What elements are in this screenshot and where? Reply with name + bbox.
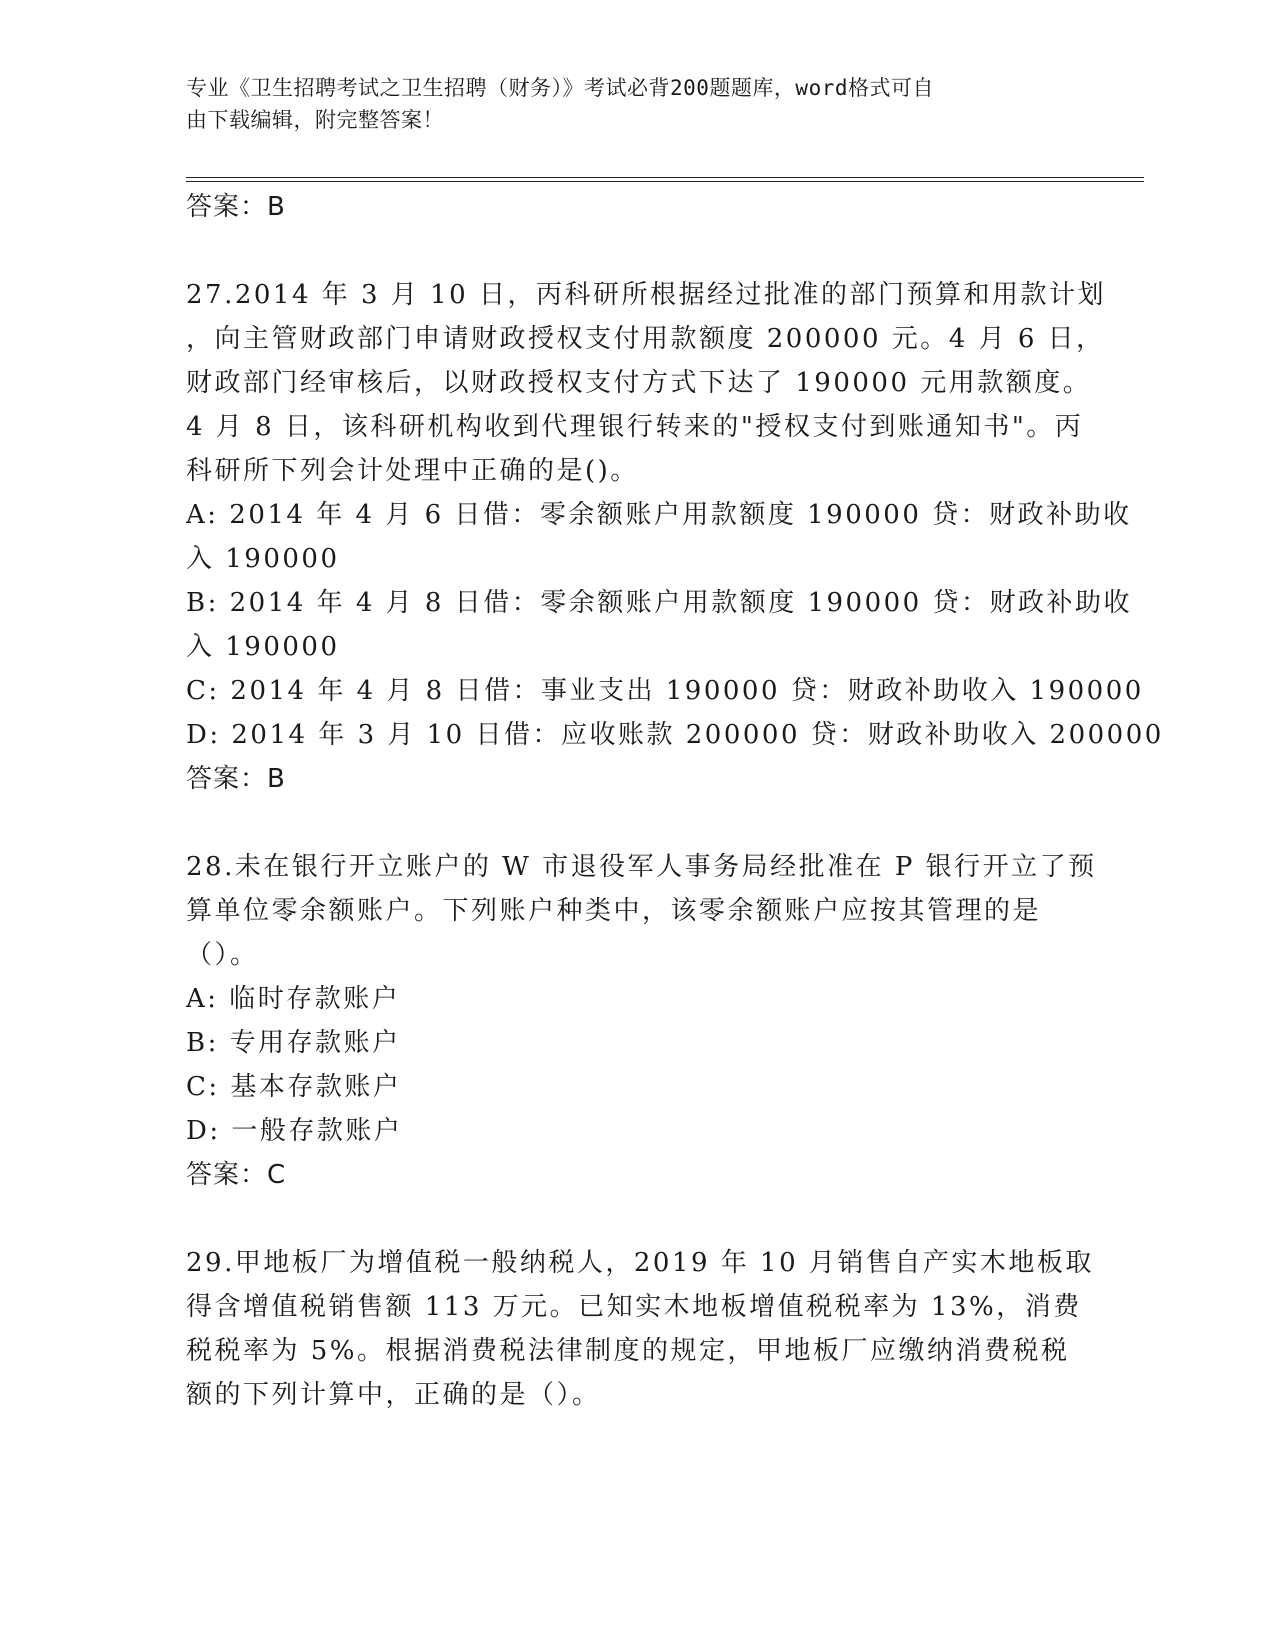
- question-text-line: 4 月 8 日，该科研机构收到代理银行转来的"授权支付到账通知书"。丙: [186, 412, 1084, 442]
- question-text-line: 得含增值税销售额 113 万元。已知实木地板增值税税率为 13%，消费: [186, 1292, 1082, 1322]
- question-text-line: ，向主管财政部门申请财政授权支付用款额度 200000 元。4 月 6 日，: [186, 324, 1105, 354]
- question-text-line: 财政部门经审核后，以财政授权支付方式下达了 190000 元用款额度。: [186, 368, 1092, 398]
- header-line-2: 由下载编辑，附完整答案！: [186, 108, 444, 132]
- option-b-cont: 入 190000: [186, 632, 340, 662]
- page-header: [186, 72, 1066, 136]
- question-text-line: 税税率为 5%。根据消费税法律制度的规定，甲地板厂应缴纳消费税税: [186, 1336, 1070, 1366]
- header-divider-top: [186, 177, 1144, 178]
- option-c: C: 基本存款账户: [186, 1072, 402, 1102]
- option-a: A: 临时存款账户: [186, 984, 401, 1014]
- header-divider-bottom: [186, 181, 1144, 182]
- option-a: A: 2014 年 4 月 6 日借：零余额账户用款额度 190000 贷：财政补助收: [186, 500, 1132, 530]
- option-b: B: 专用存款账户: [186, 1028, 401, 1058]
- option-c: C: 2014 年 4 月 8 日借：事业支出 190000 贷：财政补助收入 190000: [186, 676, 1144, 706]
- question-text-line: 28.未在银行开立账户的 W 市退役军人事务局经批准在 P 银行开立了预: [186, 852, 1097, 882]
- option-a-cont: 入 190000: [186, 544, 340, 574]
- option-d: D: 一般存款账户: [186, 1116, 403, 1146]
- question-text-line: （）。: [186, 940, 259, 970]
- question-text-line: 额的下列计算中，正确的是（）。: [186, 1380, 601, 1410]
- answer-28: 答案：C: [186, 1160, 287, 1190]
- option-b: B: 2014 年 4 月 8 日借：零余额账户用款额度 190000 贷：财政补助收: [186, 588, 1132, 618]
- answer-27: 答案：B: [186, 764, 286, 794]
- question-text-line: 科研所下列会计处理中正确的是()。: [186, 456, 639, 486]
- answer-prev: 答案：B: [186, 192, 286, 222]
- question-text-line: 27.2014 年 3 月 10 日，丙科研所根据经过批准的部门预算和用款计划: [186, 280, 1106, 310]
- question-text-line: 算单位零余额账户。下列账户种类中，该零余额账户应按其管理的是: [186, 896, 1042, 926]
- header-line-1: 专业《卫生招聘考试之卫生招聘（财务）》考试必背200题题库，word格式可自: [186, 76, 934, 100]
- option-d: D: 2014 年 3 月 10 日借：应收账款 200000 贷：财政补助收入 200000: [186, 720, 1164, 750]
- question-text-line: 29.甲地板厂为增值税一般纳税人，2019 年 10 月销售自产实木地板取: [186, 1248, 1094, 1278]
